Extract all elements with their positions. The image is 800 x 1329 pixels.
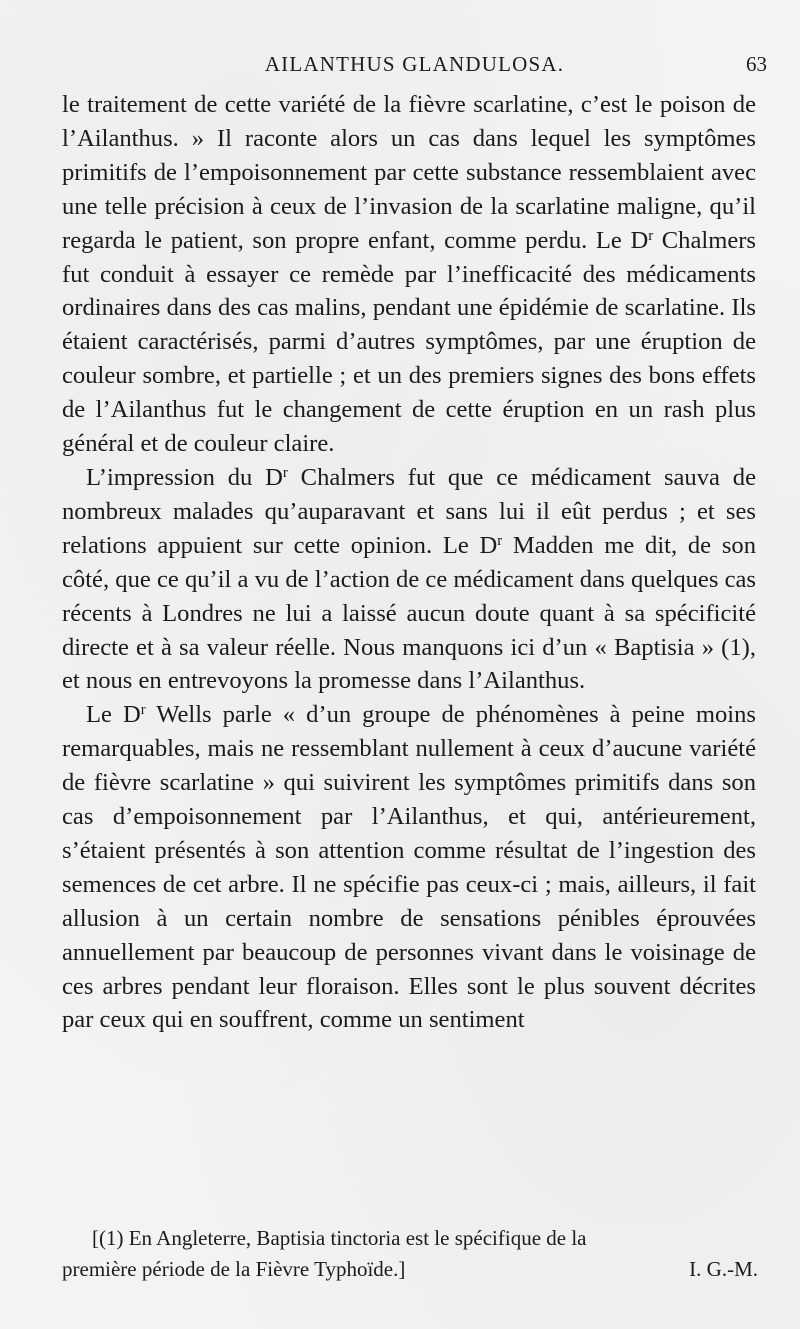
running-head [62,52,767,82]
paragraph: le traitement de cette variété de la fièvre scarlatine, c’est le poison de l’Ailanthus. » Il raconte alors un cas dans lequel les symptômes primitifs de l’empoisonnement par cette substance ressemblaient avec une telle précision à ceux de l’invasion de la scarlatine maligne, qu’il regarda le patient, son propre enfant, comme perdu. Le $D^r$ Chalmers fut conduit à essayer ce remède par l’inefficacité des médicaments ordinaires dans des cas malins, pendant une épidémie de scarlatine. Ils étaient caractérisés, parmi d’autres symptômes, par une éruption de couleur sombre, et partielle ; et un des premiers signes des bons effets de l’Ailanthus fut le changement de cette éruption en un rash plus général et de couleur claire. [62,91,757,458]
footnote [62,1223,758,1285]
superscript-r: r [140,702,146,719]
footnote-line: [(1) En Angleterre, Baptisia tinctoria est le spécifique de la [92,1226,587,1250]
footnote-line [62,1254,758,1285]
footnote-text: première période de la Fièvre Typhoïde.] [62,1257,406,1281]
superscript-r: r [497,532,503,549]
paragraph: L’impression du $D^r$ Chalmers fut que ce médicament sauva de nombreux malades qu’auparavant et sans lui il eût perdus ; et ses relations appuient sur cette opinion. Le $D^r$ Madden me dit, de son côté, que ce qu’il a vu de l’action de ce médicament dans quelques cas récents à Londres ne lui a laissé aucun doute quant à sa spécificité directe et à sa valeur réelle. Nous manquons ici d’un « Baptisia » (1), et nous en entrevoyons la promesse dans l’Ailanthus. [62,463,756,695]
paragraph: Le $D^r$ Wells parle « d’un groupe de phénomènes à peine moins remarquables, mais ne ressemblant nullement à ceux d’aucune variété de fièvre scarlatine » qui suivirent les symptômes primitifs dans son cas d’empoisonnement par l’Ailanthus, et qui, antérieurement, s’étaient présentés à son attention comme résultat de l’ingestion des semences de cet arbre. Il ne spécifie pas ceux-ci ; mais, ailleurs, il fait allusion à un certain nombre de sensations pénibles éprouvées annuellement par beaucoup de personnes vivant dans le voisinage de ces arbres pendant leur floraison. Elles sont le plus souvent décrites par ceux qui en souffrent, comme un sentiment [62,701,756,1034]
running-title: AILANTHUS GLANDULOSA. [264,52,565,76]
superscript-r: r [648,227,654,244]
footnote-signature: I. G.-M. [689,1257,758,1281]
body-text [62,88,756,1037]
page-number: 63 [746,52,767,76]
superscript-r: r [282,464,288,481]
